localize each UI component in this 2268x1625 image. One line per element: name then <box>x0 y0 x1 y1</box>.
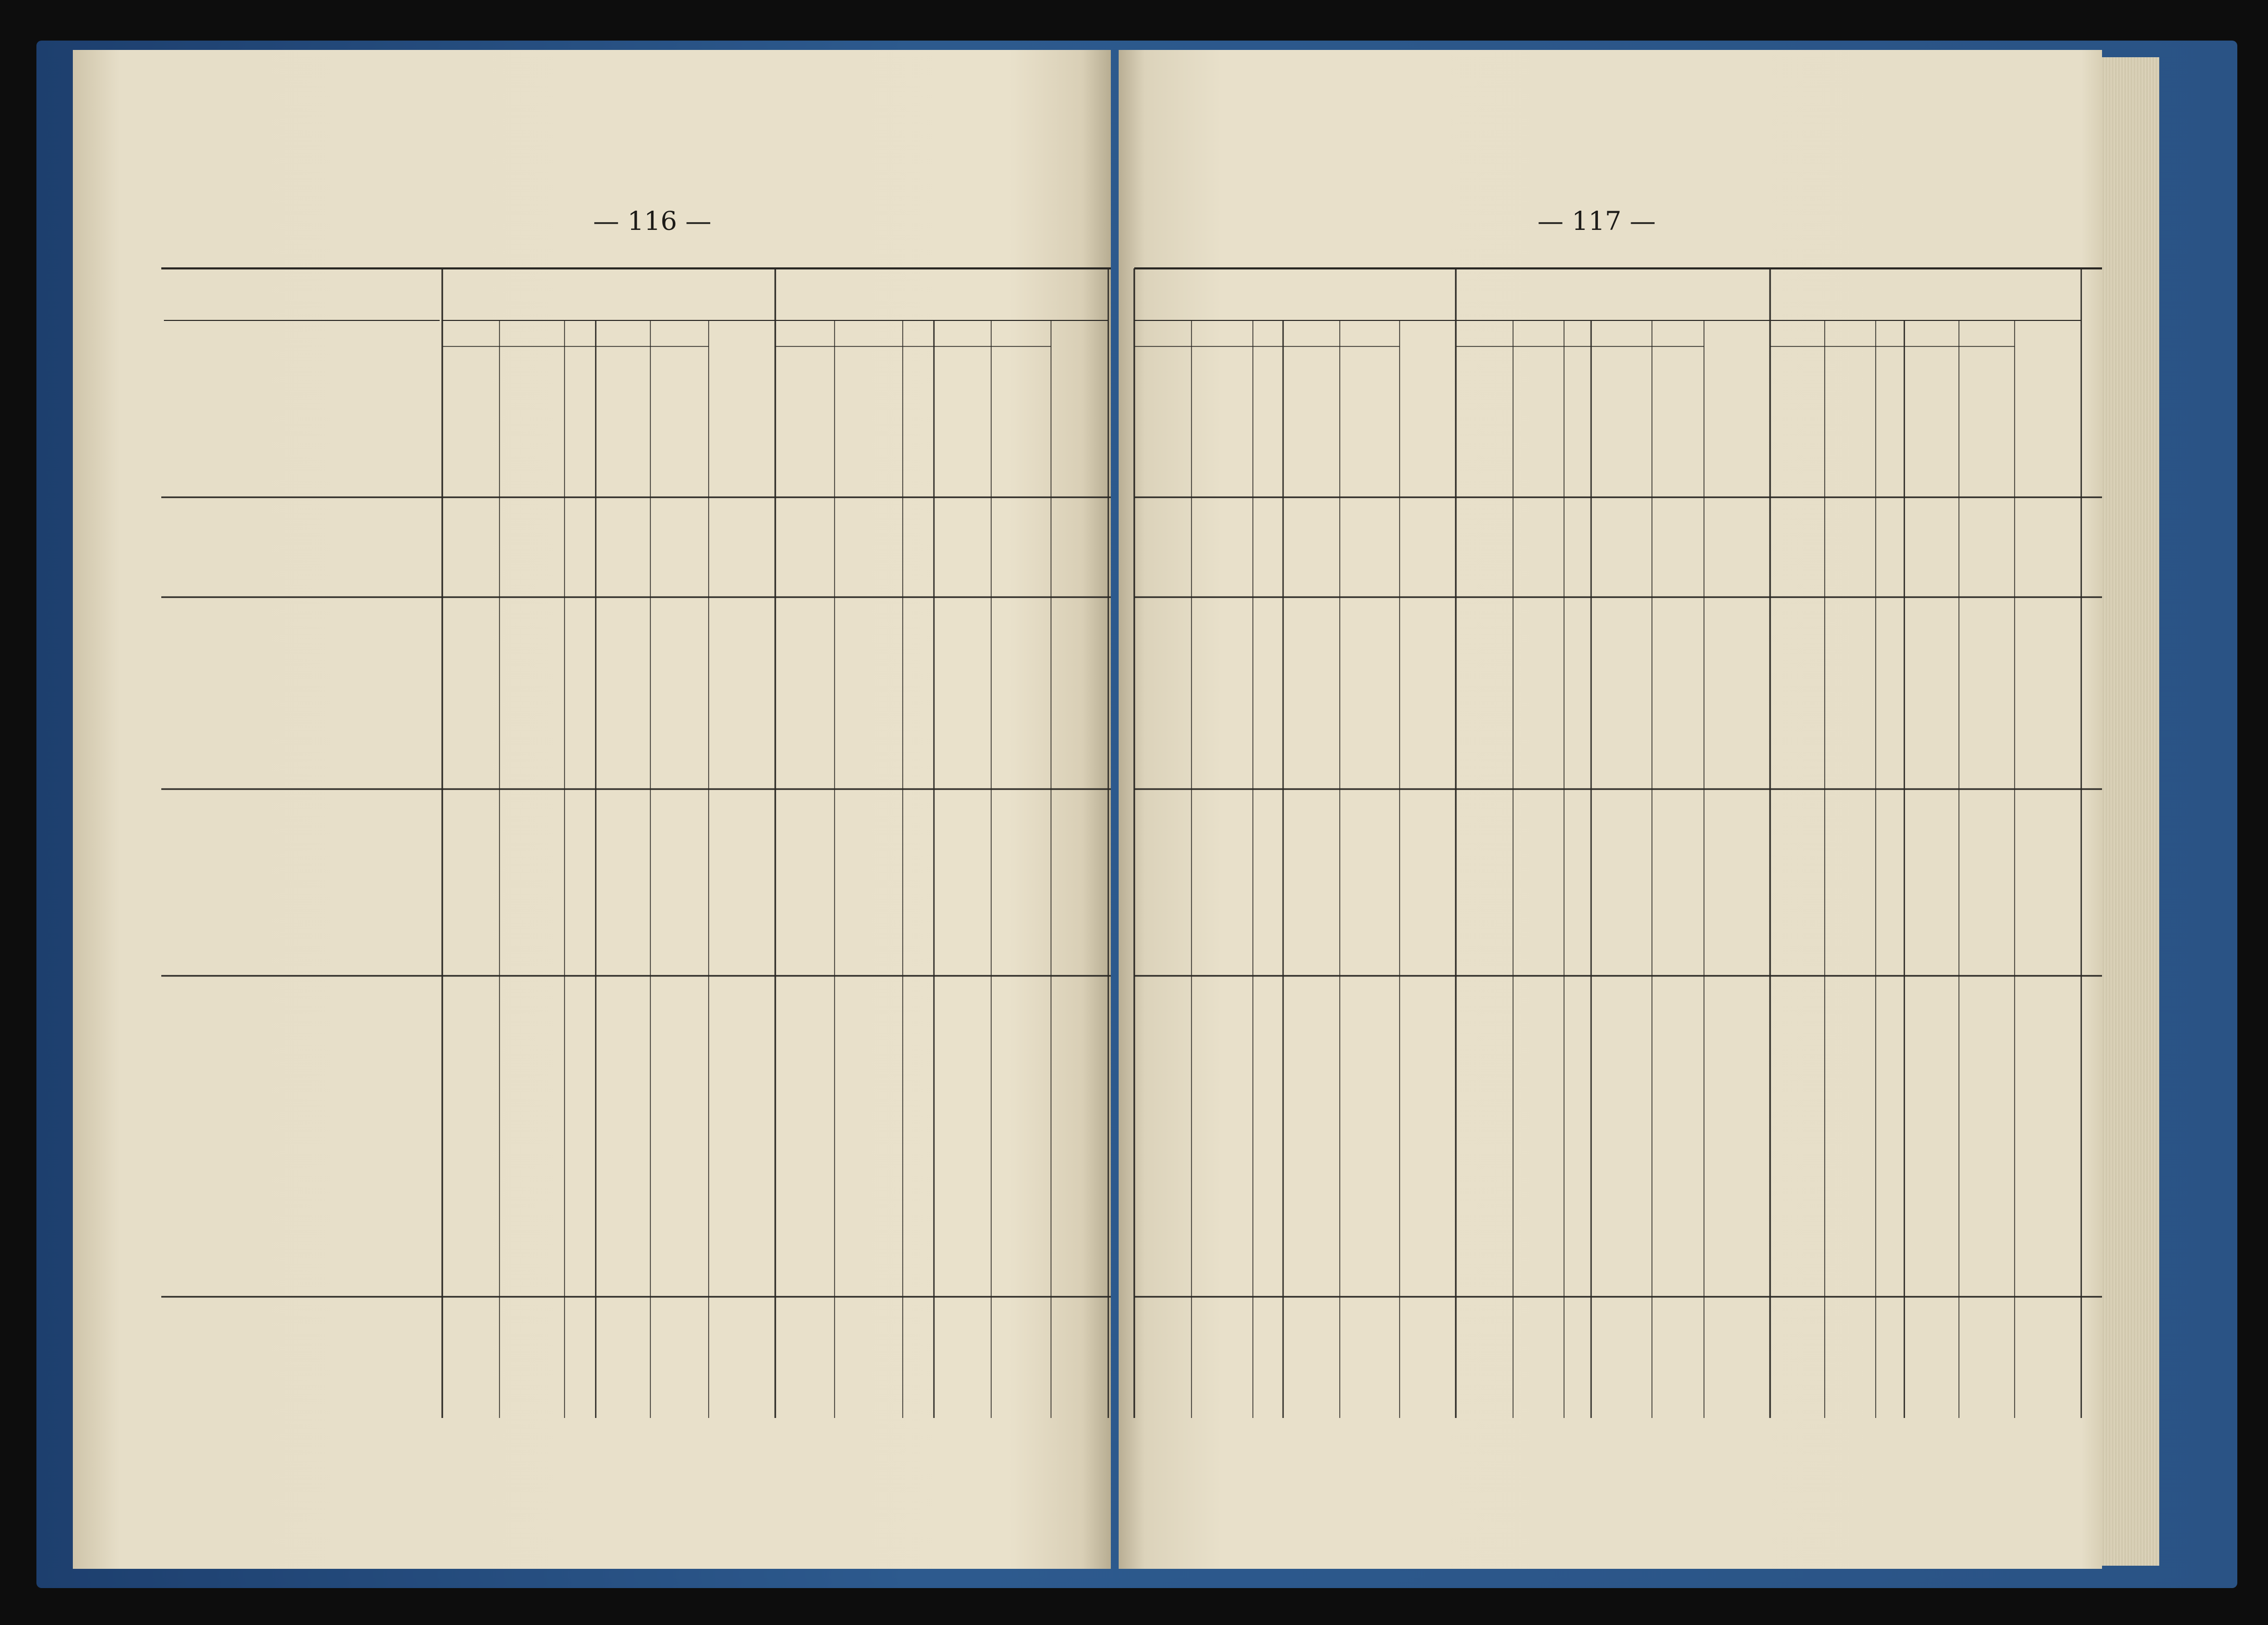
table-grid-lines <box>73 50 1111 1569</box>
page-edges <box>2102 57 2159 1566</box>
page-number-right: — 117 — <box>1537 206 1656 236</box>
label-column-lines <box>73 50 1111 1569</box>
right-page <box>1119 50 2102 1569</box>
table-grid-lines <box>1119 50 2102 1569</box>
left-page <box>73 50 1111 1569</box>
page-number-left: — 116 — <box>593 206 712 236</box>
